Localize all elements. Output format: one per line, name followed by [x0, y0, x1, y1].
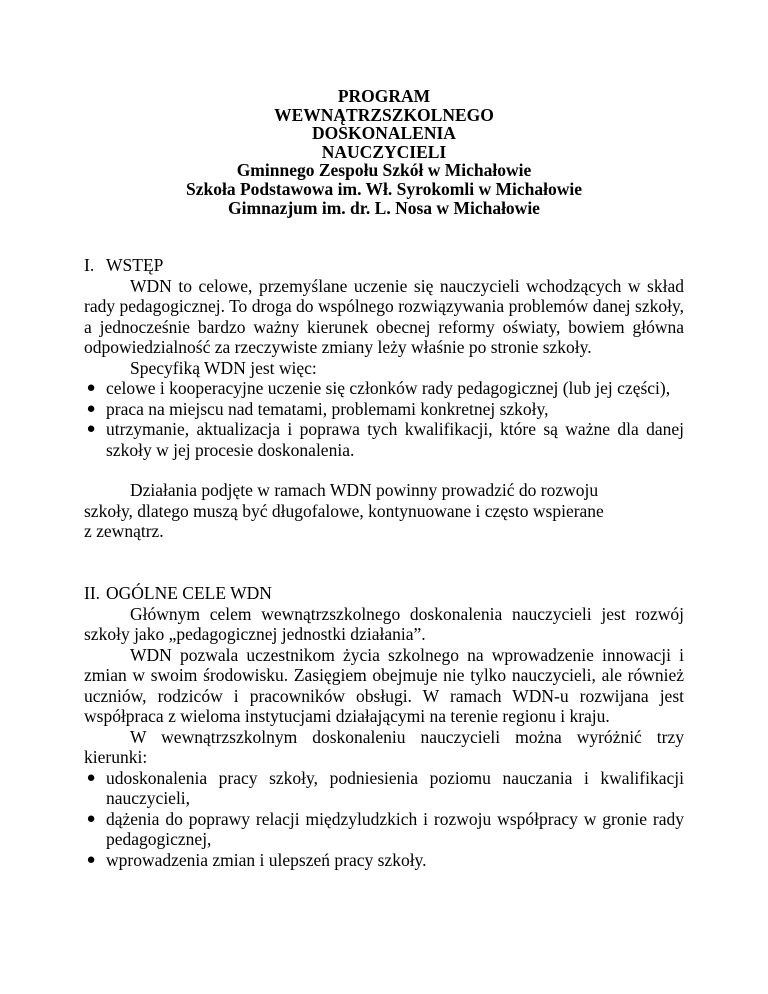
- section-number: I.: [84, 255, 95, 275]
- paragraph: WDN pozwala uczestnikom życia szkolnego na wprowadzenie innowacji i zmian w swoim środowisku. Zasięgiem obejmuje nie tylko nauczycieli, ale również uczniów, rodziców i pracowników obsługi. W ramach WDN-u rozwijana jest współpraca z wieloma instytucjami działającymi na terenie regionu i kraju.: [84, 644, 684, 726]
- list-item: ● utrzymanie, aktualizacja i poprawa tych kwalifikacji, które są ważne dla danej szkoły w jej procesie doskonalenia.: [84, 419, 684, 460]
- bullet-icon: ●: [86, 851, 96, 868]
- title-line-2: WEWNĄTRZSZKOLNEGO: [274, 104, 494, 125]
- bullet-list: [84, 378, 684, 460]
- paragraph: W wewnątrzszkolnym doskonaleniu nauczycieli można wyróżnić trzy kierunki:: [84, 726, 684, 767]
- bullet-icon: ●: [86, 400, 96, 417]
- title-line-5: Gminnego Zespołu Szkół w Michałowie: [236, 160, 532, 181]
- paragraph: Głównym celem wewnątrzszkolnego doskonalenia nauczycieli jest rozwój szkoły jako „pedagogicznej jednostki działania”.: [84, 603, 684, 644]
- bullet-icon: ●: [86, 769, 96, 786]
- section-heading: [84, 583, 684, 604]
- title-line-6: Szkoła Podstawowa im. Wł. Syrokomli w Michałowie: [185, 178, 583, 199]
- document-title: [84, 87, 684, 217]
- paragraph: Specyfiką WDN jest więc:: [130, 357, 317, 378]
- section-introduction: [84, 255, 684, 542]
- bullet-list: [84, 768, 684, 871]
- list-item: ● udoskonalenia pracy szkoły, podniesienia poziomu nauczania i kwalifikacji nauczycieli,: [84, 768, 684, 809]
- list-item: ● praca na miejscu nad tematami, problemami konkretnej szkoły,: [84, 399, 684, 420]
- list-item: ● wprowadzenia zmian i ulepszeń pracy szkoły.: [84, 850, 684, 871]
- bullet-icon: ●: [86, 421, 96, 437]
- paragraph: Działania podjęte w ramach WDN powinny prowadzić do rozwoju szkoły, dlatego muszą być długofalowe, kontynuowane i często wspierane z zewnątrz.: [84, 480, 604, 541]
- title-line-1: PROGRAM: [337, 86, 431, 106]
- bullet-icon: ●: [86, 810, 96, 827]
- section-heading-text: WSTĘP: [106, 255, 164, 275]
- title-line-4: NAUCZYCIELI: [321, 141, 447, 162]
- title-line-3: DOSKONALENIA: [312, 123, 456, 144]
- section-heading: [84, 255, 684, 276]
- section-general-goals: [84, 583, 684, 870]
- section-heading-text: OGÓLNE CELE WDN: [106, 583, 272, 603]
- list-item: ● celowe i kooperacyjne uczenie się członków rady pedagogicznej (lub jej części),: [84, 378, 684, 399]
- bullet-icon: ●: [86, 380, 96, 396]
- list-item: ● dążenia do poprawy relacji międzyludzkich i rozwoju współpracy w gronie rady pedagogicznej,: [84, 809, 684, 850]
- title-line-7: Gimnazjum im. dr. L. Nosa w Michałowie: [228, 197, 540, 218]
- paragraph: WDN to celowe, przemyślane uczenie się nauczycieli wchodzących w skład rady pedagogicznej. To droga do wspólnego rozwiązywania problemów danej szkoły, a jednocześnie bardzo ważny kierunek obecnej reformy oświaty, bowiem główna odpowiedzialność za rzeczywiste zmiany leży właśnie po stronie szkoły.: [84, 275, 684, 357]
- section-number: II.: [84, 583, 101, 603]
